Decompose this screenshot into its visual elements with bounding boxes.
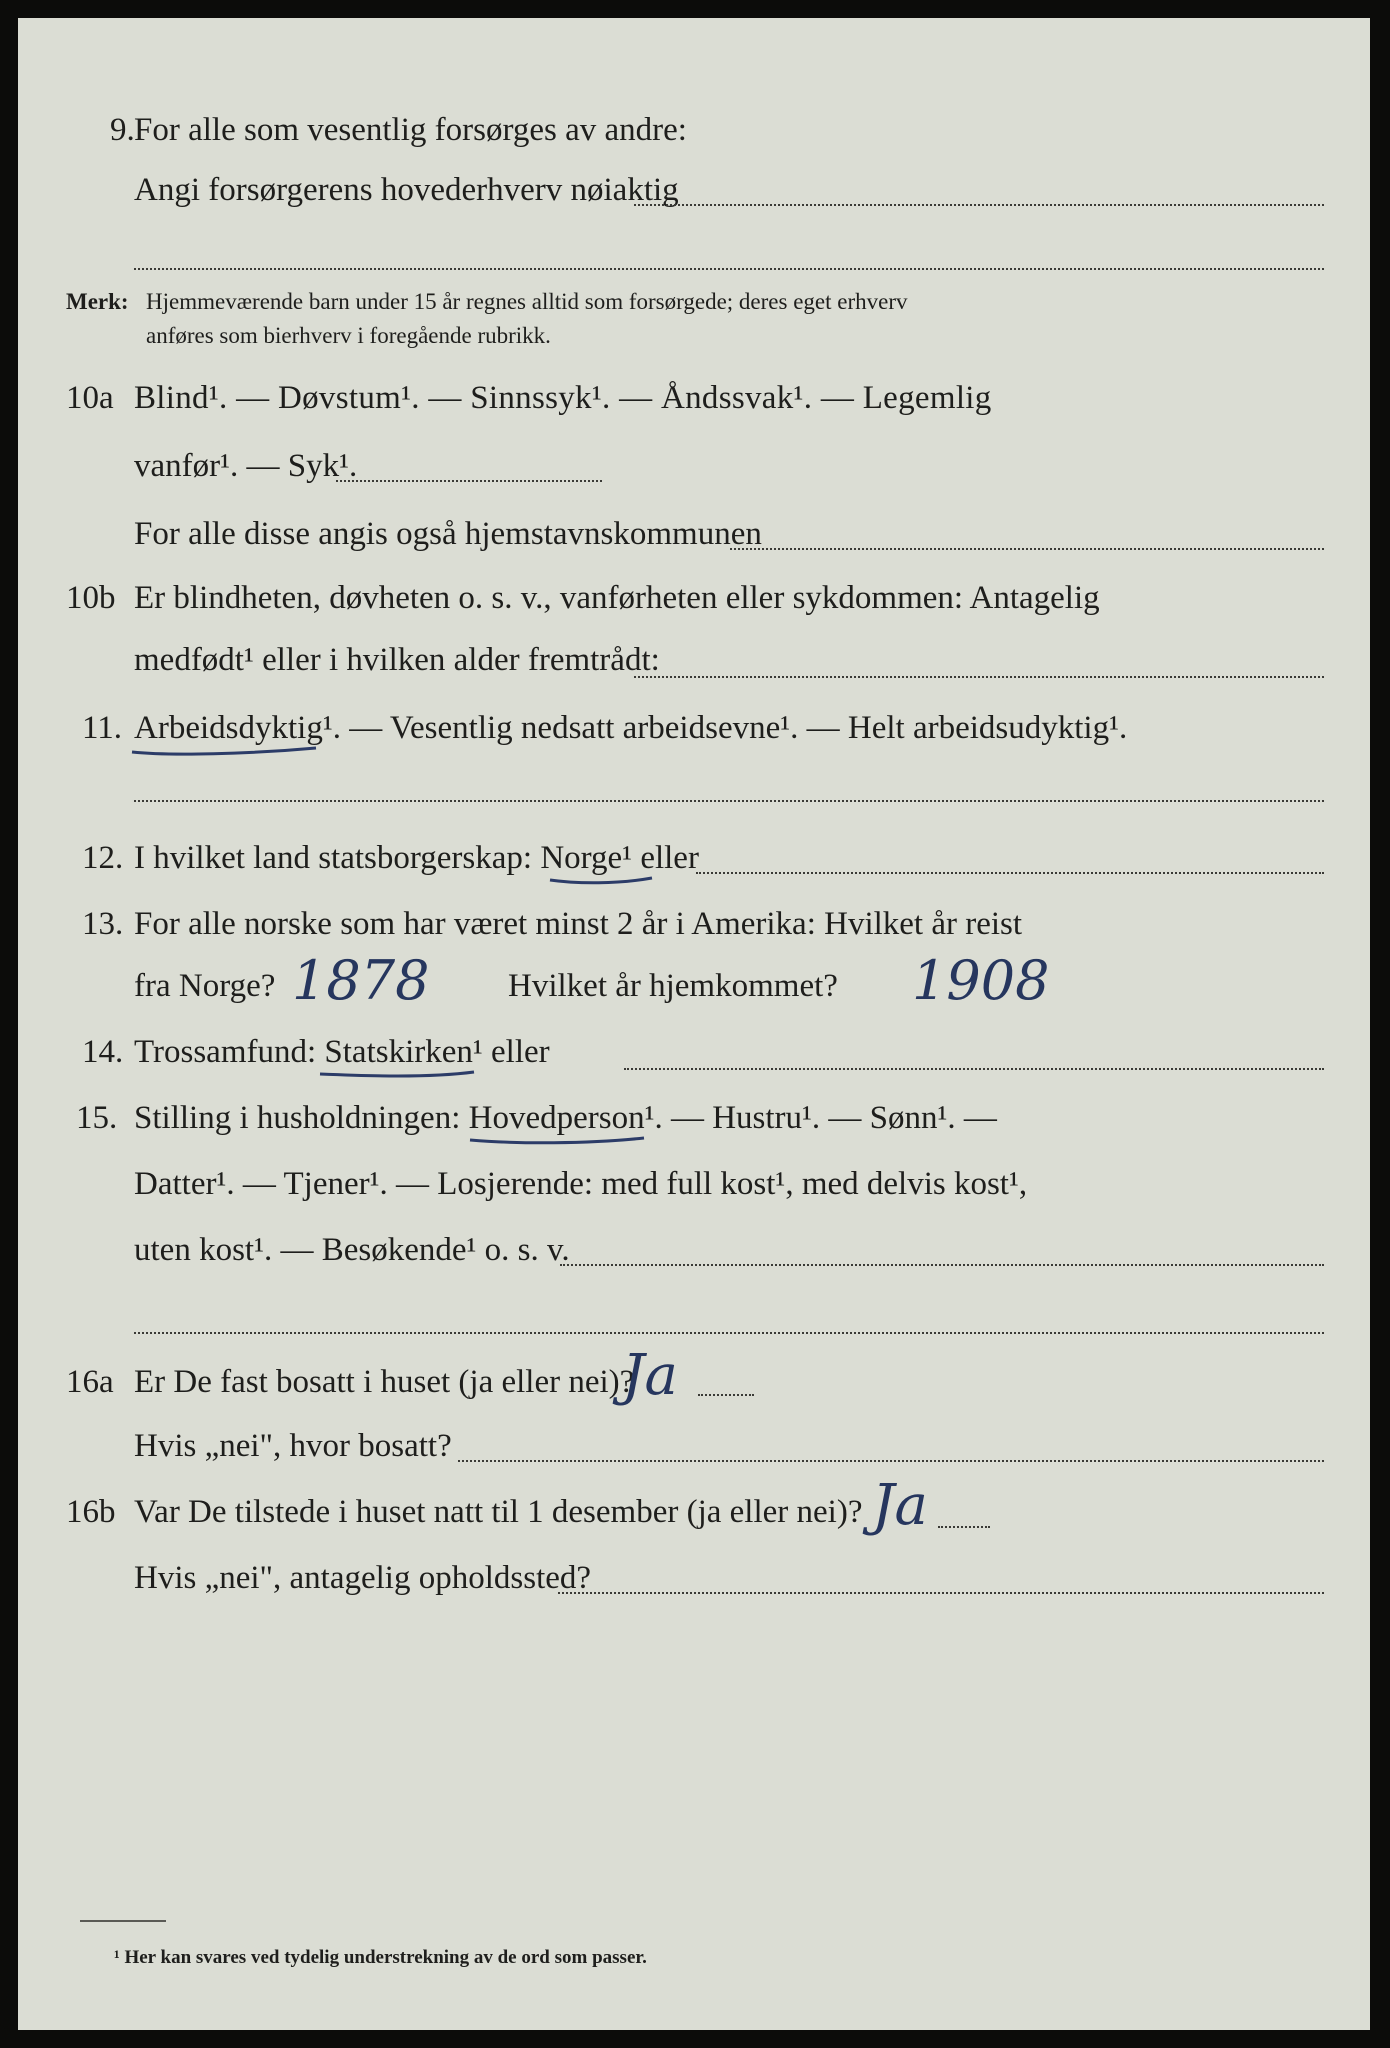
q13-answer-return-year: 1908 [912,949,1050,1012]
q16b-number: 16b [66,1494,116,1530]
q16a-answer-line [698,1394,754,1396]
footnote-rule [80,1920,166,1922]
q14-answer-line [624,1068,1324,1070]
q10a-line1: Blind¹. — Døvstum¹. — Sinnssyk¹. — Åndssvak¹. — Legemlig [134,380,992,416]
q10b-line2: medfødt¹ eller i hvilken alder fremtrådt: [134,642,660,678]
q9-answer-line-2 [134,268,1324,270]
q12-number: 12. [82,840,124,876]
q16b-answer-line [938,1526,990,1528]
q16b-line1: Var De tilstede i huset natt til 1 desember (ja eller nei)? [134,1494,863,1530]
q16a-line1: Er De fast bosatt i huset (ja eller nei)? [134,1364,635,1400]
q9-answer-line [634,204,1324,206]
footnote: ¹ Her kan svares ved tydelig understrekning av de ord som passer. [114,1947,647,1968]
q16a-number: 16a [66,1364,114,1400]
q16b-opholdssted-line [558,1592,1324,1594]
q11-handwritten-underline [130,742,320,764]
q11-number: 11. [82,710,123,746]
q13-answer-departure-year: 1878 [292,949,430,1012]
q13-line1: For alle norske som har været minst 2 år i Amerika: Hvilket år reist [134,906,1023,942]
q12-line1: I hvilket land statsborgerskap: Norge¹ eller [134,840,699,876]
q10b-answer-line [634,676,1324,678]
merk-label: Merk: [66,289,129,314]
q9-number: 9. [110,112,135,148]
q16b-answer: Ja [872,1473,928,1538]
merk-line1: Hjemmeværende barn under 15 år regnes alltid som forsørgede; deres eget erhverv [146,289,908,314]
q15-answer-line [560,1264,1324,1266]
q10b-number: 10b [66,580,116,616]
q12-answer-line [696,872,1324,874]
census-form-page [18,18,1370,2030]
q16a-bosatt-line [458,1460,1324,1462]
q14-number: 14. [82,1034,124,1070]
q13-line2-part1: fra Norge? [134,968,276,1004]
q10b-line1: Er blindheten, døvheten o. s. v., vanførheten eller sykdommen: Antagelig [134,580,1100,616]
q10a-hjemstavn-line [730,548,1324,550]
merk-line2: anføres som bierhverv i foregående rubrikk. [146,323,551,348]
q14-handwritten-underline [318,1066,478,1086]
q11-line1: Arbeidsdyktig¹. — Vesentlig nedsatt arbeidsevne¹. — Helt arbeidsudyktig¹. [134,710,1128,746]
q15-answer-line-2 [134,1332,1324,1334]
q10a-line3: For alle disse angis også hjemstavnskommunen [134,516,762,552]
q10a-syk-line [336,480,602,482]
q15-line3: uten kost¹. — Besøkende¹ o. s. v. [134,1232,570,1268]
q9-line2: Angi forsørgerens hovederhverv nøiaktig [134,172,679,208]
q9-line1: For alle som vesentlig forsørges av andre: [134,112,687,148]
q13-number: 13. [82,906,124,942]
q15-line1: Stilling i husholdningen: Hovedperson¹. — Hustru¹. — Sønn¹. — [134,1100,997,1136]
q16a-line2: Hvis „nei", hvor bosatt? [134,1428,452,1464]
q15-number: 15. [76,1100,118,1136]
q10a-line2: vanfør¹. — Syk¹. [134,448,358,484]
q15-handwritten-underline [468,1132,648,1152]
q10a-number: 10a [66,380,114,416]
q12-handwritten-underline [548,872,654,890]
q15-line2: Datter¹. — Tjener¹. — Losjerende: med full kost¹, med delvis kost¹, [134,1166,1028,1202]
q13-line2-part2: Hvilket år hjemkommet? [508,968,838,1004]
q16b-line2: Hvis „nei", antagelig opholdssted? [134,1560,592,1596]
q16a-answer: Ja [622,1343,678,1408]
q14-line1: Trossamfund: Statskirken¹ eller [134,1034,550,1070]
q11-answer-line [134,800,1324,802]
